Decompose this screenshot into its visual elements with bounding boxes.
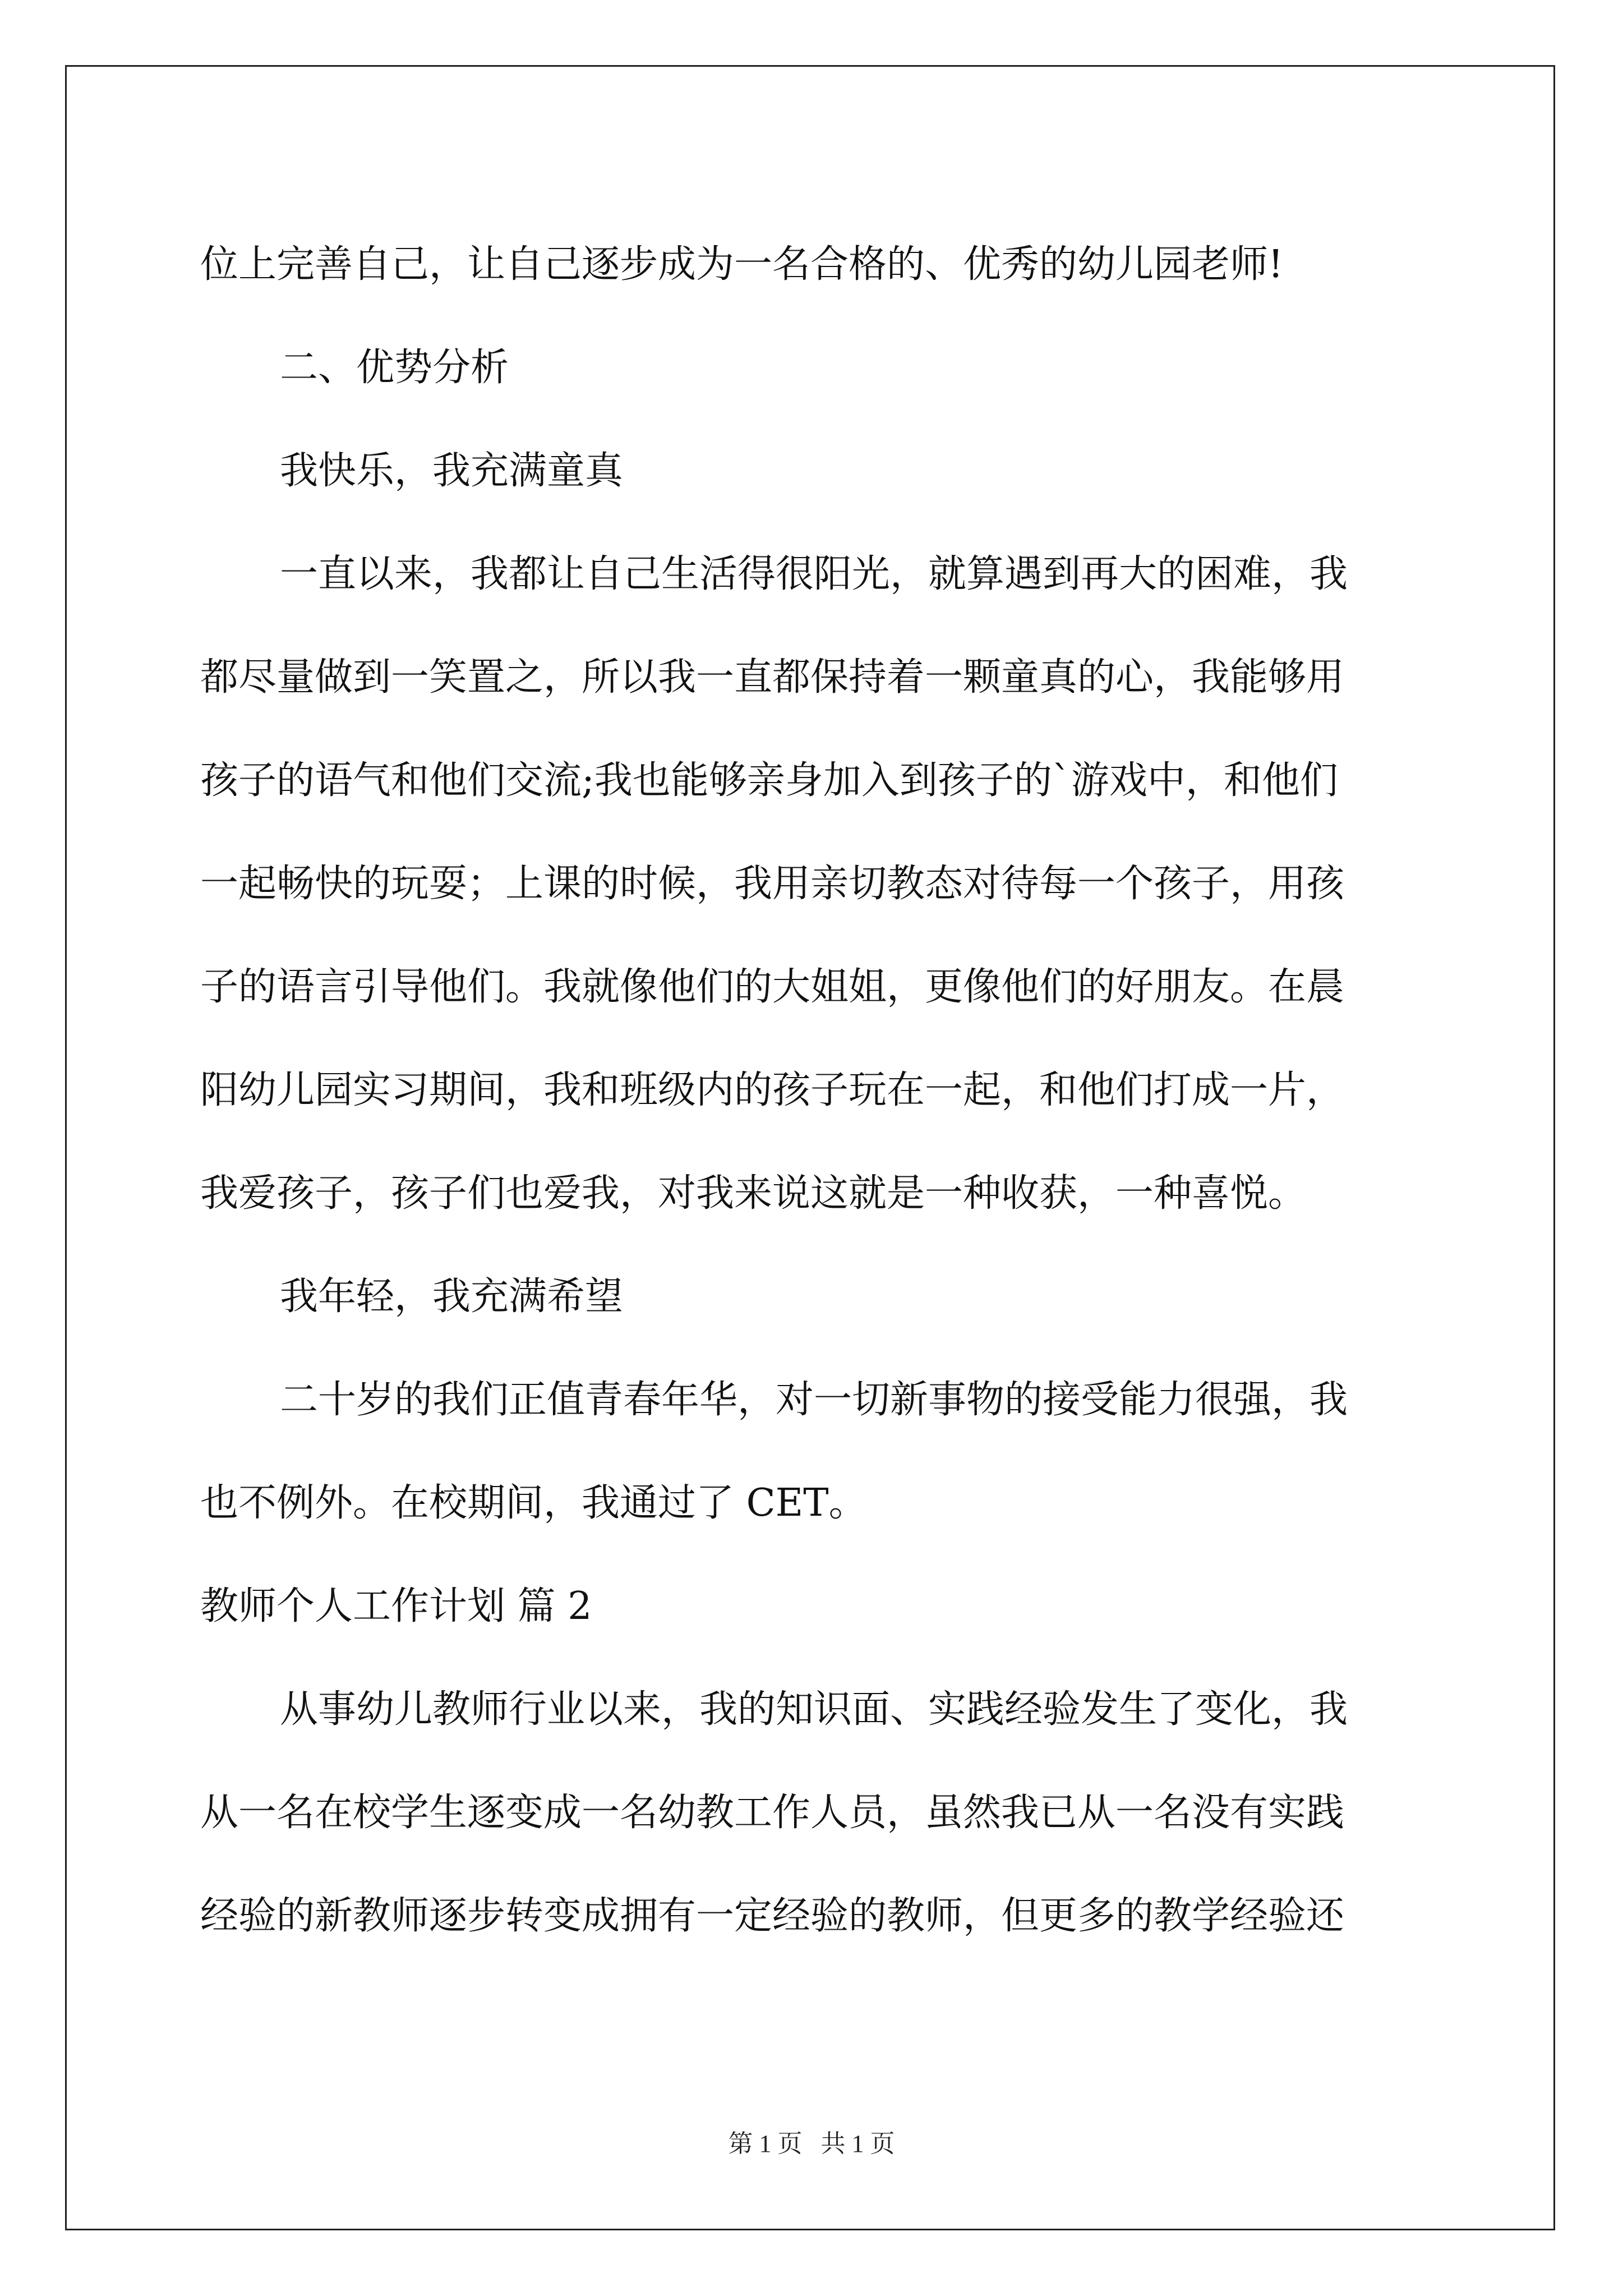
document-body [200, 213, 1430, 1968]
paragraph-line: 都尽量做到一笑置之，所以我一直都保持着一颗童真的心，我能够用 [200, 655, 1345, 700]
section-heading: 二、优势分析 [280, 346, 509, 390]
article-title: 教师个人工作计划 篇 2 [200, 1584, 592, 1628]
paragraph-line: 我爱孩子，孩子们也爱我，对我来说这就是一种收获，一种喜悦。 [200, 1171, 1307, 1216]
paragraph-line: 从一名在校学生逐变成一名幼教工作人员，虽然我已从一名没有实践 [200, 1791, 1345, 1835]
paragraph-line: 子的语言引导他们。我就像他们的大姐姐，更像他们的好朋友。在晨 [200, 965, 1345, 1009]
paragraph-line: 也不例外。在校期间，我通过了 CET。 [200, 1481, 867, 1525]
page-number-footer: 第 1 页 共 1 页 [728, 2130, 895, 2157]
paragraph-line: 从事幼儿教师行业以来，我的知识面、实践经验发生了变化，我 [280, 1687, 1348, 1732]
paragraph-line: 孩子的语气和他们交流;我也能够亲身加入到孩子的`游戏中，和他们 [200, 758, 1338, 803]
paragraph-line: 一直以来，我都让自己生活得很阳光，就算遇到再大的困难，我 [280, 552, 1348, 596]
subheading: 我年轻，我充满希望 [280, 1274, 624, 1319]
paragraph-line: 二十岁的我们正值青春年华，对一切新事物的接受能力很强，我 [280, 1378, 1348, 1422]
paragraph-line: 位上完善自己，让自己逐步成为一名合格的、优秀的幼儿园老师! [200, 242, 1284, 287]
paragraph-line: 阳幼儿园实习期间，我和班级内的孩子玩在一起，和他们打成一片， [200, 1068, 1345, 1112]
paragraph-line: 一起畅快的玩耍；上课的时候，我用亲切教态对待每一个孩子，用孩 [200, 862, 1345, 906]
paragraph-line: 经验的新教师逐步转变成拥有一定经验的教师，但更多的教学经验还 [200, 1894, 1345, 1938]
subheading: 我快乐，我充满童真 [280, 449, 624, 493]
